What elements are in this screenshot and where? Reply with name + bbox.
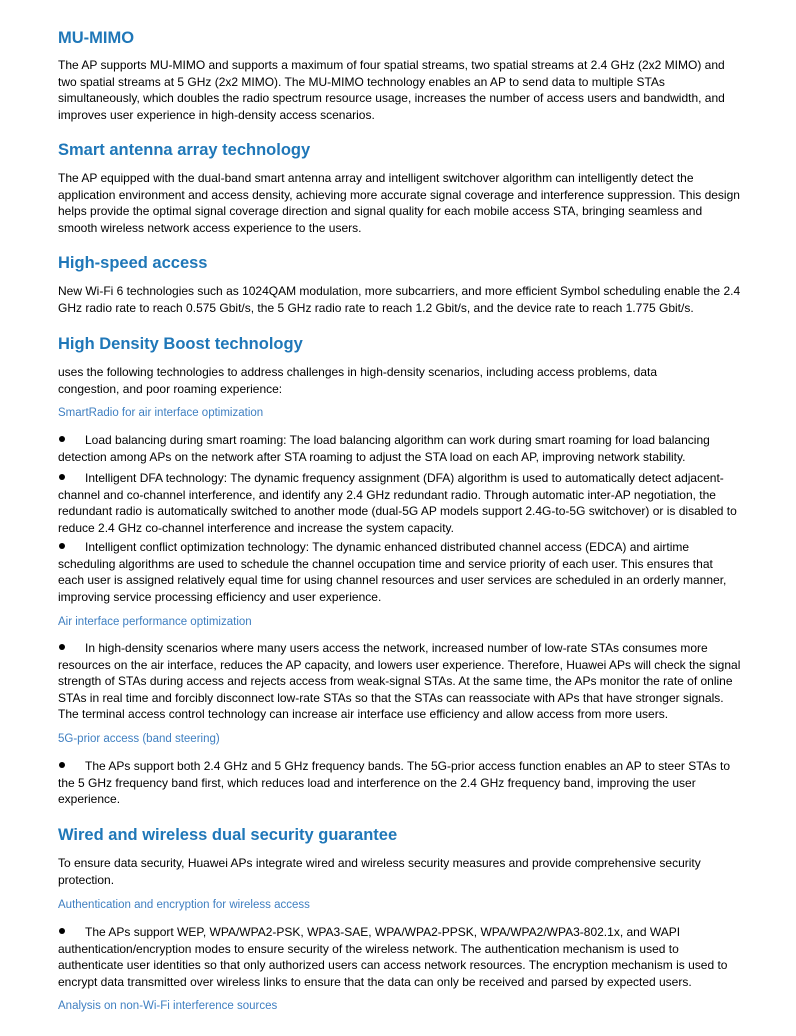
subheading-air-performance: Air interface performance optimization [58,616,252,628]
heading-security: Wired and wireless dual security guarantee [58,826,398,844]
list-item [58,924,742,990]
bullet-icon [59,762,65,768]
bullet-text: In high-density scenarios where many users access the network, increased number of low-rate STAs consumes more resources on the air interface, reduces the AP capacity, and lowers user experience. Therefore, Huawei APs will check the signal strength of STAs during access and rejects access from weak-signal STAs. At the same time, the APs monitor the rate of online STAs in real time and forcibly disconnect low-rate STAs so that the STAs can reassociate with APs that have stronger signals. The terminal access control technology can increase air interface use efficiency and allow access from more users. [58,641,741,721]
list-item [58,758,742,808]
bullet-icon [59,436,65,442]
paragraph-smart-antenna: The AP equipped with the dual-band smart antenna array and intelligent switchover algorithm can intelligently detect the application environment and access density, achieving more accurate signal coverage and interference suppression. This design helps provide the optimal signal coverage direction and signal quality for each mobile access STA, bringing seamless and smooth wireless network access experience to the users. [58,171,740,235]
list-item [58,432,742,465]
subheading-auth-encryption: Authentication and encryption for wireless access [58,899,310,911]
bullet-text: Intelligent conflict optimization technology: The dynamic enhanced distributed channel access (EDCA) and airtime scheduling algorithms are used to schedule the channel occupation time and service priority of each user. This ensures that each user is assigned relatively equal time for using channel resources and user services are scheduled in an orderly manner, improving service processing efficiency and user experience. [58,540,727,604]
paragraph-high-speed: New Wi-Fi 6 technologies such as 1024QAM modulation, more subcarriers, and more efficient Symbol scheduling enable the 2.4 GHz radio rate to reach 0.575 Gbit/s, the 5 GHz radio rate to reach 1.2 Gbit/s, and the device rate to reach 1.775 Gbit/s. [58,284,741,315]
paragraph-mu-mimo: The AP supports MU-MIMO and supports a maximum of four spatial streams, two spatial streams at 2.4 GHz (2x2 MIMO) and two spatial streams at 5 GHz (2x2 MIMO). The MU-MIMO technology enables an AP to send data to multiple STAs simultaneously, which doubles the radio spectrum resource usage, increases the number of access users and bandwidth, and improves user experience in high-density access scenarios. [58,58,725,122]
bullet-text: Intelligent DFA technology: The dynamic frequency assignment (DFA) algorithm is used to automatically detect adjacent-channel and co-channel interference, and identify any 2.4 GHz redundant radio. Through automatic inter-AP negotiation, the redundant radio is automatically switched to another mode (dual-5G AP models support 2.4G-to-5G switchover) or is disabled to reduce 2.4 GHz co-channel interference and increase the system capacity. [58,471,737,535]
bullet-icon [59,474,65,480]
subheading-smartradio: SmartRadio for air interface optimization [58,407,264,419]
heading-mu-mimo: MU-MIMO [58,29,135,47]
list-item [58,539,742,605]
paragraph-hd-boost: uses the following technologies to address challenges in high-density scenarios, including access problems, data congestion, and poor roaming experience: [58,365,658,396]
heading-high-speed: High-speed access [58,254,208,272]
bullet-text: The APs support WEP, WPA/WPA2-PSK, WPA3-SAE, WPA/WPA2-PPSK, WPA/WPA2/WPA3-802.1x, and WAPI authentication/encryption modes to ensure security of the wireless network. The authentication mechanism is used to authenticate user identities so that only authorized users can access network resources. The encryption mechanism is used to encrypt data transmitted over wireless links to ensure that the data can only be received and parsed by expected users. [58,925,728,989]
subheading-band-steering: 5G-prior access (band steering) [58,733,220,745]
bullet-icon [59,928,65,934]
heading-hd-boost: High Density Boost technology [58,335,303,353]
heading-smart-antenna: Smart antenna array technology [58,141,311,159]
list-item [58,640,742,723]
bullet-text: The APs support both 2.4 GHz and 5 GHz frequency bands. The 5G-prior access function enables an AP to steer STAs to the 5 GHz frequency band first, which reduces load and interference on the 2.4 GHz frequency band, improving the user experience. [58,759,731,806]
subheading-non-wifi: Analysis on non-Wi-Fi interference sources [58,1000,278,1012]
bullet-text: Load balancing during smart roaming: The load balancing algorithm can work during smart roaming for load balancing detection among APs on the network after STA roaming to adjust the STA load on each AP, improving network stability. [58,433,710,464]
bullet-icon [59,644,65,650]
bullet-icon [59,543,65,549]
list-item [58,470,742,536]
paragraph-security: To ensure data security, Huawei APs integrate wired and wireless security measures and provide comprehensive security protection. [58,856,701,887]
